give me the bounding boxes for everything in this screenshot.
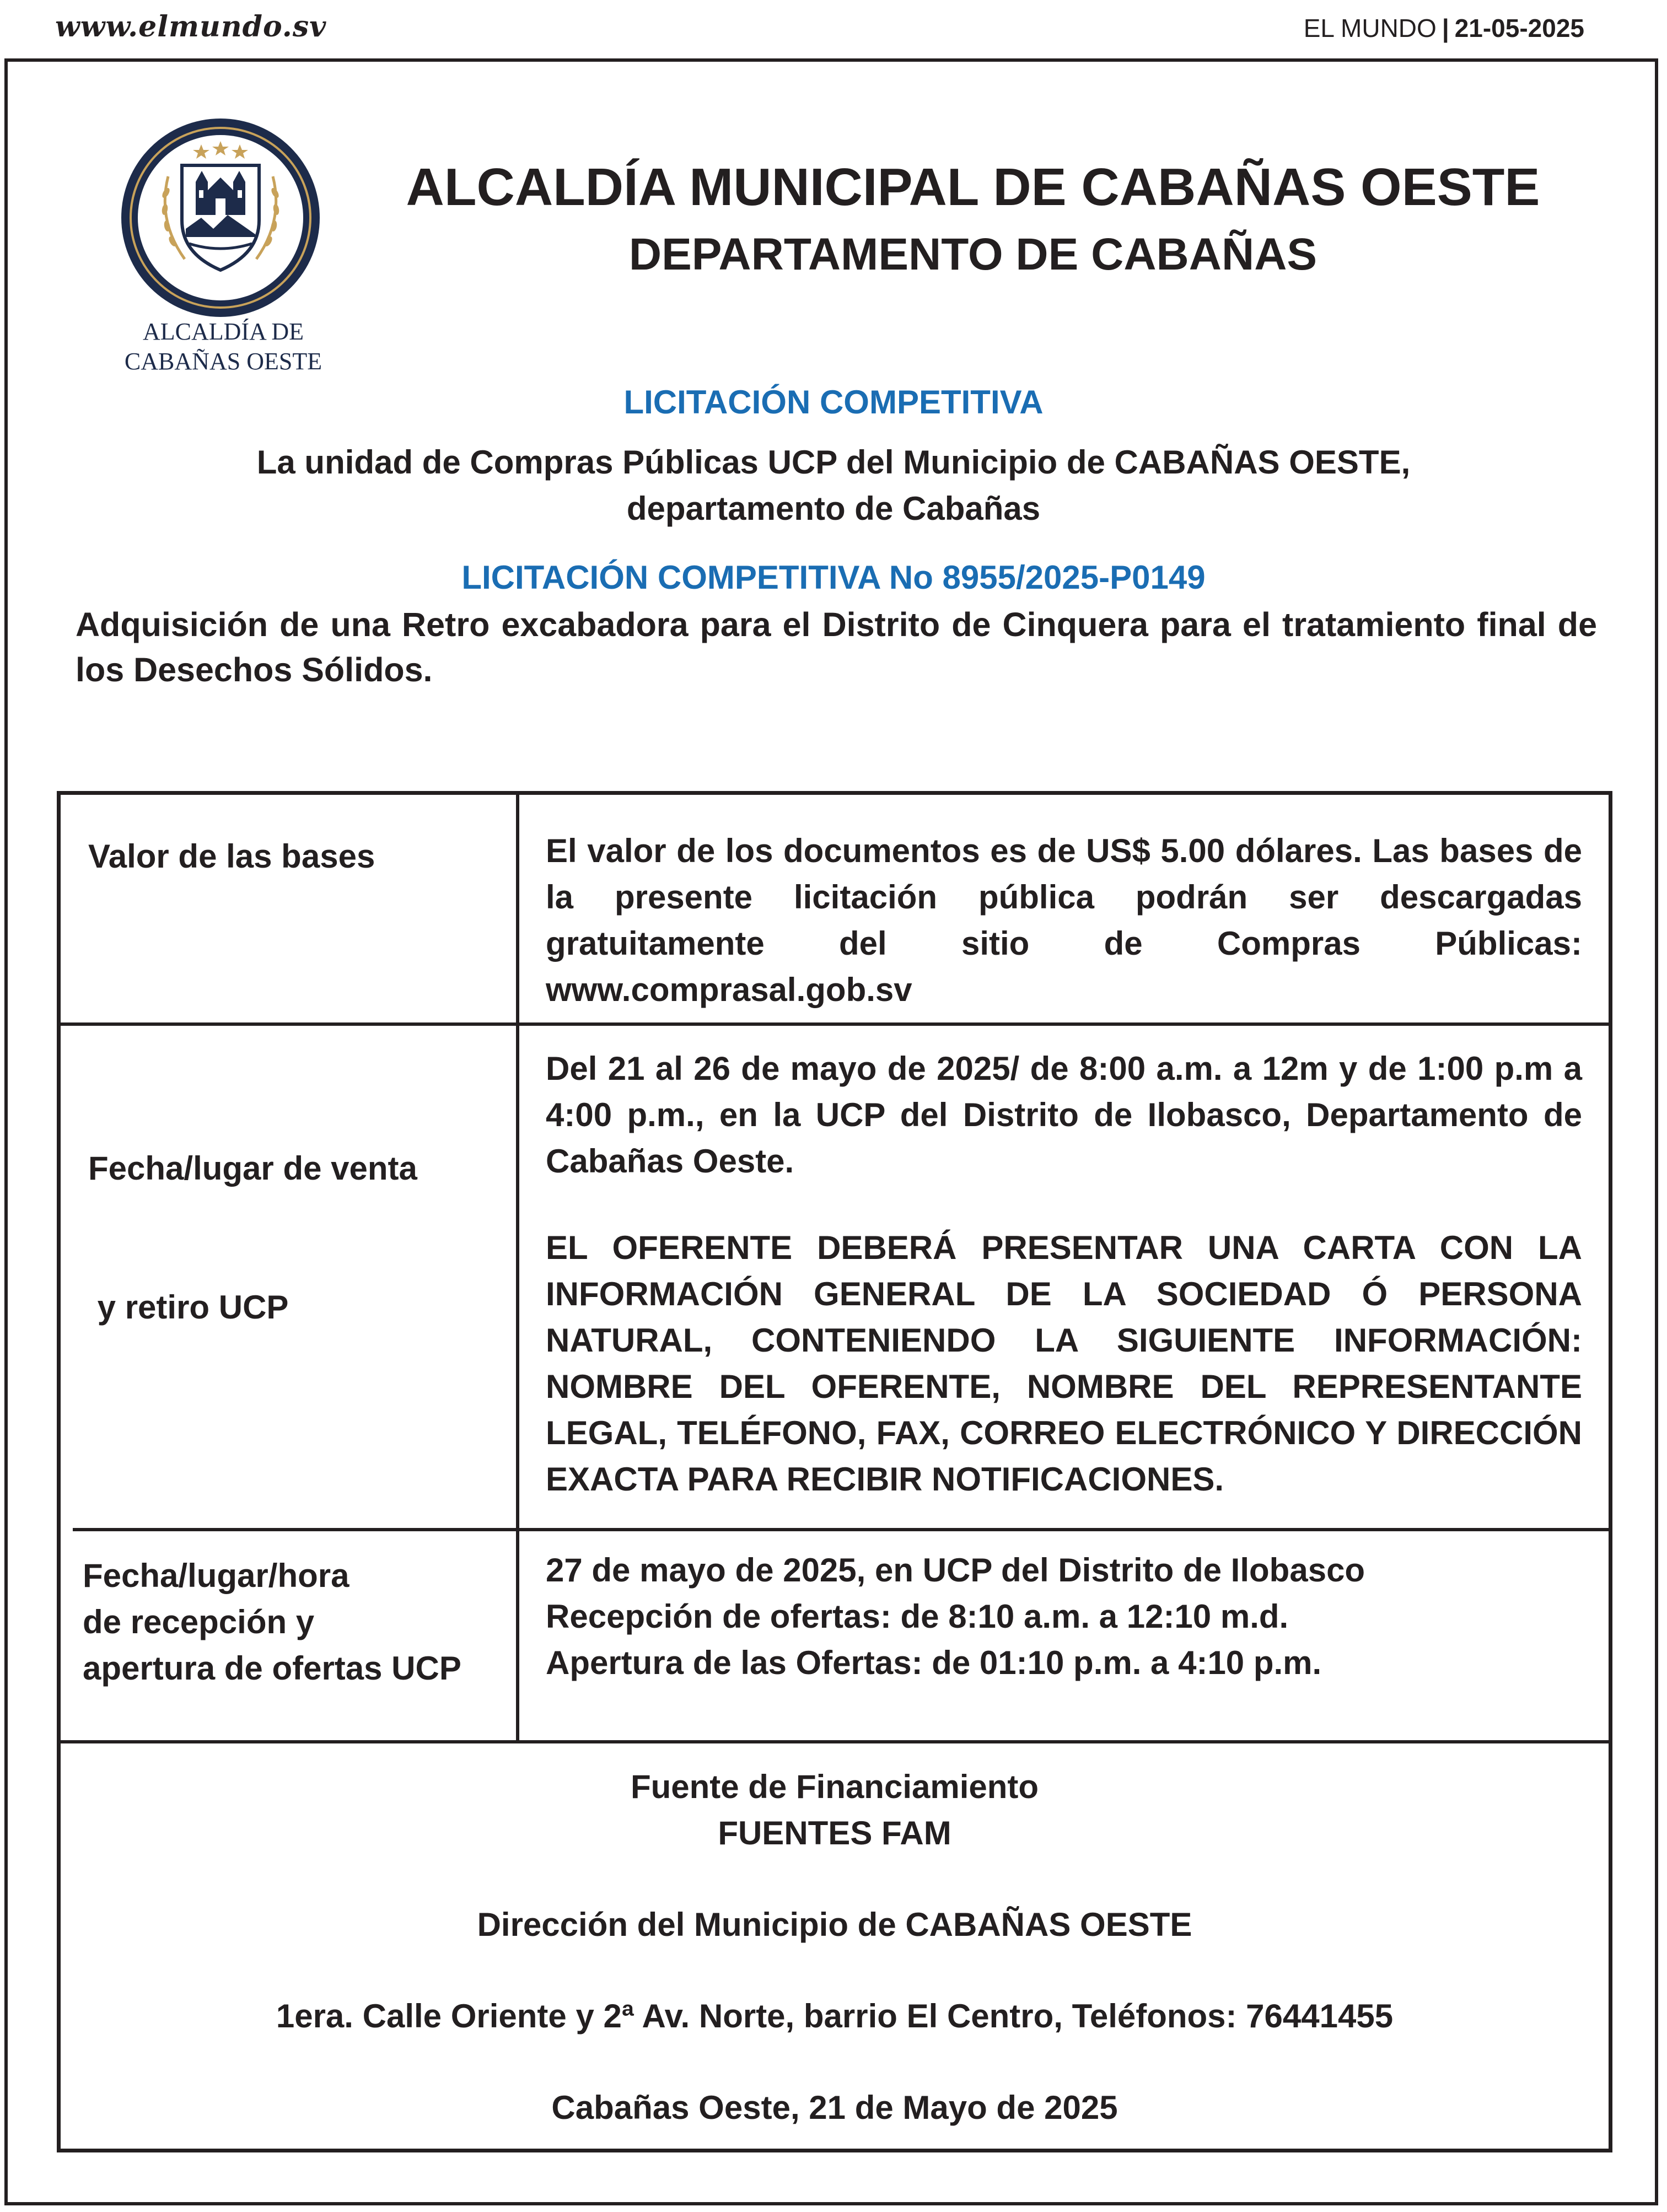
row-label-reception-opening (83, 1553, 518, 1692)
page-title: ALCALDÍA MUNICIPAL DE CABAÑAS OESTE (406, 158, 1540, 217)
row-divider (61, 1022, 1609, 1026)
publication-name: EL MUNDO (1303, 14, 1437, 42)
row-label-line: apertura de ofertas UCP (83, 1650, 461, 1687)
logo-caption-line1: ALCALDÍA DE (142, 318, 304, 345)
tender-intro-line2: departamento de Cabañas (626, 490, 1041, 527)
place-date: Cabañas Oeste, 21 de Mayo de 2025 (551, 2089, 1118, 2126)
municipal-direction: Dirección del Municipio de CABAÑAS OESTE (477, 1906, 1192, 1943)
site-url: www.elmundo.sv (55, 10, 327, 44)
row-label-line: y retiro UCP (88, 1289, 289, 1326)
row-label-line: Fecha/lugar de venta (88, 1150, 417, 1187)
reception-line: Apertura de las Ofertas: de 01:10 p.m. a 4:10 p.m. (546, 1644, 1322, 1681)
row-label-line: Valor de las bases (88, 838, 375, 875)
logo-caption-line2: CABAÑAS OESTE (124, 347, 322, 375)
row-text-sale-date: Del 21 al 26 de mayo de 2025/ de 8:00 a.m. a 12m y de 1:00 p.m a 4:00 p.m., en la UCP del Distrito de Ilobasco, Departamento de Cabañas Oeste. (546, 1050, 1582, 1180)
row-text-bases-value: El valor de los documentos es de US$ 5.00 dólares. Las bases de la presente licitación pública podrán ser descargadas gratuitamente del sitio de Compras Públicas: www.comprasal.gob.sv (546, 832, 1582, 1008)
row-text-bidder-requirements: EL OFERENTE DEBERÁ PRESENTAR UNA CARTA CON LA INFORMACIÓN GENERAL DE LA SOCIEDAD Ó PERSONA NATURAL, CONTENIENDO LA SIGUIENTE INFORMACIÓN: NOMBRE DEL OFERENTE, NOMBRE DEL REPRESENTANTE LEGAL, TELÉFONO, FAX, CORREO ELECTRÓNICO Y DIRECCIÓN EXACTA PARA RECIBIR NOTIFICACIONES. (546, 1229, 1582, 1498)
footer-section (57, 1764, 1612, 2131)
row-label-bases-value (88, 833, 507, 880)
row-text-reception-opening (546, 1547, 1593, 1686)
reception-line: Recepción de ofertas: de 8:10 a.m. a 12:10 m.d. (546, 1598, 1289, 1635)
municipal-seal-logo (119, 116, 322, 320)
logo-caption (83, 317, 364, 376)
address-phone: 1era. Calle Oriente y 2ª Av. Norte, barrio El Centro, Teléfonos: 76441455 (276, 1998, 1394, 2035)
issue-date: 21-05-2025 (1454, 14, 1584, 42)
reception-line: 27 de mayo de 2025, en UCP del Distrito de Ilobasco (546, 1552, 1365, 1589)
row-label-line: de recepción y (83, 1603, 315, 1640)
page-subtitle: DEPARTAMENTO DE CABAÑAS (628, 229, 1318, 279)
tender-intro-line1: La unidad de Compras Públicas UCP del Municipio de CABAÑAS OESTE, (256, 444, 1411, 481)
tender-description: Adquisición de una Retro excabadora para el Distrito de Cinquera para el tratamiento final de los Desechos Sólidos. (76, 606, 1597, 689)
funding-value: FUENTES FAM (718, 1815, 951, 1852)
row-divider (73, 1528, 1609, 1531)
issue-info (1304, 13, 1584, 43)
funding-label: Fuente de Financiamiento (630, 1768, 1039, 1805)
tender-heading: LICITACIÓN COMPETITIVA (623, 384, 1044, 421)
row-label-line: Fecha/lugar/hora (83, 1557, 349, 1594)
row-label-sale-date (88, 1053, 507, 1423)
tender-number: LICITACIÓN COMPETITIVA No 8955/2025-P0149 (461, 559, 1206, 596)
tender-intro (0, 439, 1667, 532)
row-divider (61, 1740, 1609, 1743)
separator: | (1442, 14, 1449, 42)
